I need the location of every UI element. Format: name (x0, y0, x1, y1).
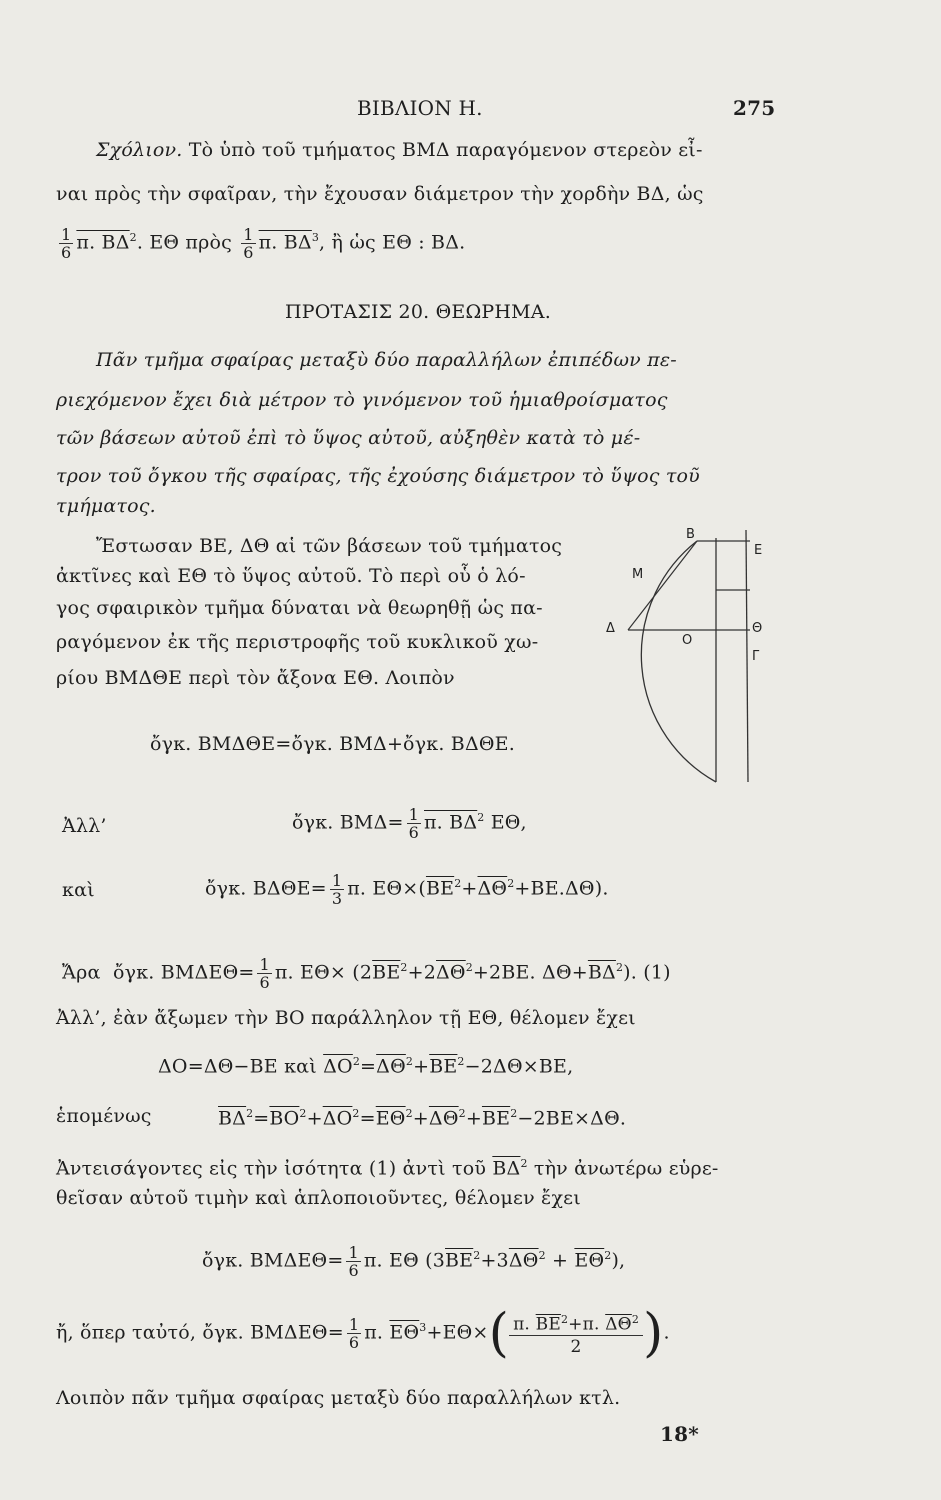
chord-bd (628, 541, 697, 630)
label-o: Ο (682, 633, 693, 648)
proposition-line-2: ριεχόμενον ἔχει διὰ μέτρον τὸ γινόμενον τοῦ ἡμιαθροίσματος (56, 389, 668, 411)
scholion-label: Σχόλιον. (96, 139, 183, 161)
label-m: Μ (632, 567, 644, 582)
fraction: $\frac{1}{6}$ (61, 224, 72, 262)
proposition-line-1: Πᾶν τμῆμα σφαίρας μεταξὺ δύο παραλλήλων ἐπιπέδων πε- (96, 349, 677, 371)
equation-3: ὄγκ. ΒΔΘΕ= $\frac{1}{3}$ π. $E\Theta\times(\overline{BE}^2+\overline{\Delta\Theta}^2+BE.\Delta\Theta)$. (205, 870, 609, 908)
fraction: $\frac{1}{6}$ (243, 224, 254, 262)
scholion-line-1 (96, 138, 703, 162)
proposition-line-4: τρον τοῦ ὄγκου τῆς σφαίρας, τῆς ἐχούσης διάμετρον τὸ ὕψος τοῦ (56, 465, 700, 487)
proof-line-1: Ἔστωσαν ΒΕ, ΔΘ αἱ τῶν βάσεων τοῦ τμήματος (96, 535, 563, 557)
text-alla: Ἀλλ’, ἐὰν ἄξωμεν τὴν ΒΟ παράλληλον τῇ ΕΘ, θέλομεν ἔχει (56, 1007, 636, 1029)
closing-line: Λοιπὸν πᾶν τμῆμα σφαίρας μεταξὺ δύο παραλλήλων κτλ. (56, 1387, 621, 1409)
proposition-line-3: τῶν βάσεων αὐτοῦ ἐπὶ τὸ ὕψος αὐτοῦ, αὐξηθὲν κατὰ τὸ μέ- (56, 427, 641, 449)
equation-1: ὄγκ. ΒΜΔΘΕ=ὄγκ. ΒΜΔ+ὄγκ. ΒΔΘΕ. (150, 733, 515, 755)
label-d: Δ (606, 621, 615, 636)
proof-line-3: γος σφαιρικὸν τμῆμα δύναται νὰ θεωρηθῇ ὡς πα- (56, 597, 543, 619)
sphere-segment-diagram (600, 520, 790, 790)
equation-6: $\overline{B\Delta}^2=\overline{BO}^2+\overline{\Delta O}^2=\overline{E\Theta}^2+\overline{\Delta\Theta}^2+\overline{BE}^2-2BE\times\Delta\Theta$. (218, 1107, 627, 1130)
proof-line-4: ραγόμενον ἐκ τῆς περιστροφῆς τοῦ κυκλικοῦ χω- (56, 631, 539, 653)
text-anteisagontes-2: θεῖσαν αὐτοῦ τιμὴν καὶ ἁπλοποιοῦντες, θέλομεν ἔχει (56, 1187, 581, 1209)
proof-line-2: ἀκτῖνες καὶ ΕΘ τὸ ὕψος αὐτοῦ. Τὸ περὶ οὗ ὁ λό- (56, 565, 526, 587)
label-e: Ε (754, 543, 763, 558)
equation-2: ὄγκ. ΒΜΔ= $\frac{1}{6}$ π. $B\Delta^2$ ΕΘ, (292, 804, 527, 842)
signature-mark: 18* (660, 1422, 699, 1446)
equation-8: ἤ, ὅπερ ταὐτό, ὄγκ. ΒΜΔΕΘ= $\frac{1}{6}$ π. $\overline{E\Theta}^3+E\Theta\times$( $\frac{\pi. \overline{BE}^2+\pi. \overline{\Delta\Theta}^2}{2}$ ). (56, 1303, 670, 1364)
proposition-title: ΠΡΟΤΑΣΙΣ 20. ΘΕΩΡΗΜΑ. (285, 301, 551, 323)
page-number: 275 (733, 96, 776, 120)
eq6-label: ἑπομένως (56, 1105, 152, 1127)
equation-4: Ἄρα ὄγκ. ΒΜΔΕΘ= $\frac{1}{6}$ π. $E\Theta\times (2\overline{BE}^2+2\overline{\Delta\Theta}^2+2BE$. $\Delta\Theta+\overline{B\Delta}^2$). (1) (62, 954, 671, 992)
proof-line-5: ρίου ΒΜΔΘΕ περὶ τὸν ἄξονα ΕΘ. Λοιπὸν (56, 667, 455, 689)
equation-5: ΔΟ=ΔΘ−ΒΕ καὶ $\overline{\Delta O}^2=\overline{\Delta\Theta}^2+\overline{BE}^2-2\Delta\Theta\times BE$, (158, 1055, 574, 1078)
proposition-line-5: τμήματος. (56, 495, 156, 517)
scholion-text-1: Τὸ ὑπὸ τοῦ τμήματος ΒΜΔ παραγόμενον στερεὸν εἶ- (188, 139, 703, 161)
label-g: Γ (752, 649, 760, 664)
equation-7: ὄγκ. ΒΜΔΕΘ= $\frac{1}{6}$ π. ΕΘ $(3\overline{BE}^2+3\overline{\Delta\Theta}^2 + \overline{E\Theta}^2)$, (202, 1242, 626, 1280)
text-anteisagontes-1: Ἀντεισάγοντες εἰς τὴν ἰσότητα (1) ἀντὶ τοῦ $\overline{B\Delta}^2$ τὴν ἀνωτέρω εὑρε- (56, 1157, 719, 1180)
eq2-label: Ἀλλ’ (62, 815, 107, 837)
eq3-label: καὶ (62, 879, 95, 901)
label-b: Β (686, 527, 695, 542)
scholion-formula: $\frac{1}{6}$ π. $B\Delta^2$. ΕΘ πρὸς $\frac{1}{6}$ π. $B\Delta^3$, ἢ ὡς ΕΘ : ΒΔ. (61, 224, 466, 262)
scholion-line-2: ναι πρὸς τὴν σφαῖραν, τὴν ἔχουσαν διάμετρον τὴν χορδὴν ΒΔ, ὡς (56, 183, 704, 205)
axis-et (746, 530, 748, 782)
label-th: Θ (752, 621, 763, 636)
arc (641, 541, 716, 782)
running-title: ΒΙΒΛΙΟΝ Η. (357, 96, 483, 120)
